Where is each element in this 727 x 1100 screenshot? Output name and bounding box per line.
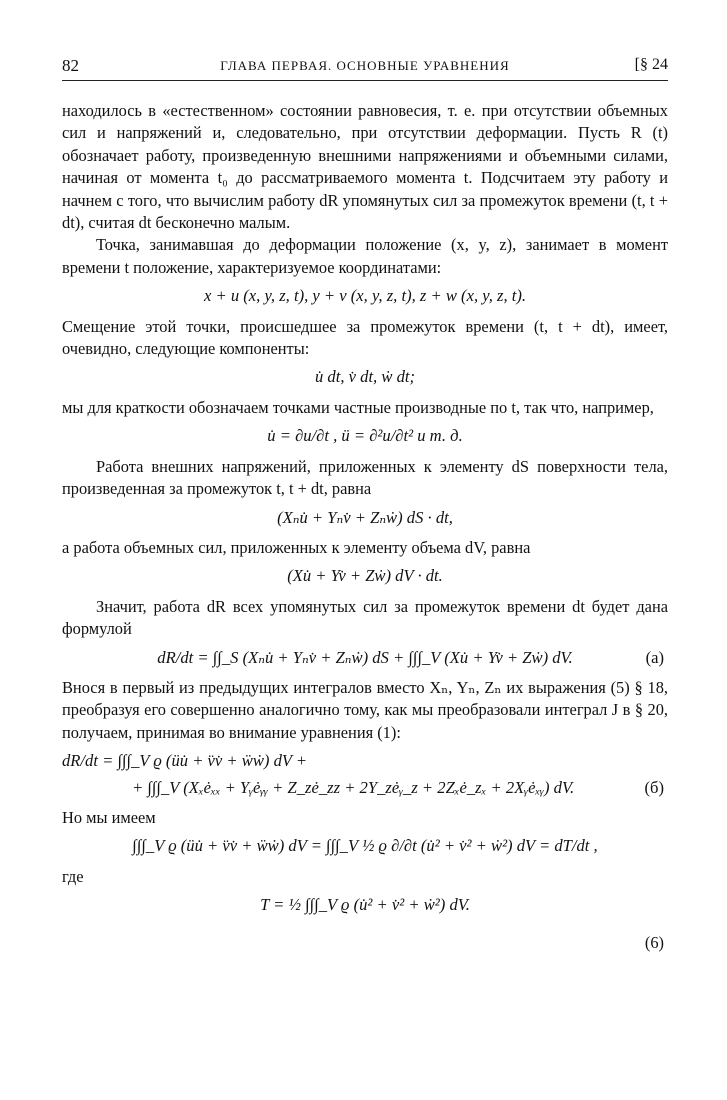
equation-b-line1: dR/dt = ∫∫∫_V ϱ (üu̇ + v̈v̇ + ẅẇ) dV +: [62, 751, 308, 771]
paragraph: Работа внешних напряжений, приложенных к элементу dS поверхности тела, произведенная за промежуток t, t + dt, равна: [62, 456, 668, 499]
paragraph: где: [62, 866, 84, 886]
paragraph: мы для краткости обозначаем точками частные производные по t, так что, например,: [62, 397, 654, 417]
equation-derivatives: u̇ = ∂u/∂t , ü = ∂²u/∂t² и т. д.: [267, 426, 463, 446]
equation-volume-work: (Xu̇ + Yv̇ + Zẇ) dV · dt.: [287, 566, 443, 586]
paragraph: Смещение этой точки, происшедшее за промежуток времени (t, t + dt), имеет, очевидно, следующие компоненты:: [62, 316, 668, 359]
chapter-title: ГЛАВА ПЕРВАЯ. ОСНОВНЫЕ УРАВНЕНИЯ: [220, 58, 510, 73]
equation-kinetic-derivative: ∫∫∫_V ϱ (üu̇ + v̈v̇ + ẅẇ) dV = ∫∫∫_V ½ ϱ ∂/∂t (u̇² + v̇² + ẇ²) dV = dT/dt ,: [132, 836, 598, 856]
equation-coordinates: x + u (x, y, z, t), y + v (x, y, z, t), z + w (x, y, z, t).: [203, 286, 527, 306]
page-number: 82: [62, 56, 79, 75]
equation-surface-work: (Xₙu̇ + Yₙv̇ + Zₙẇ) dS · dt,: [277, 507, 453, 527]
equation-tag-a: (а): [645, 647, 664, 667]
equation-components: u̇ dt, v̇ dt, ẇ dt;: [314, 367, 416, 387]
equation-a-body: dR/dt = ∫∫_S (Xₙu̇ + Yₙv̇ + Zₙẇ) dS + ∫∫∫_V (Xu̇ + Yv̇ + Zẇ) dV.: [157, 647, 573, 667]
equation-kinetic-energy-block: [62, 888, 668, 952]
equation-kinetic-energy: T = ½ ∫∫∫_V ϱ (u̇² + v̇² + ẇ²) dV.: [260, 895, 470, 915]
equation-tag-6: (6): [644, 932, 664, 952]
equation-b-line2-body: + ∫∫∫_V (Xₓėₓₓ + Yᵧėᵧᵧ + Z_zė_zz + 2Y_zėᵧ_z + 2Zₓė_zₓ + 2Xᵧėₓᵧ) dV.: [132, 777, 575, 797]
paragraph: Точка, занимавшая до деформации положение (x, y, z), занимает в момент времени t положение, характеризуемое координатами:: [62, 235, 668, 277]
paragraph: Внося в первый из предыдущих интегралов вместо Xₙ, Yₙ, Zₙ их выражения (5) § 18, преобразуя его совершенно аналогично тому, как мы преобразовали интеграл J в § 20, получаем, принимая во внимание уравнения (1):: [62, 677, 668, 742]
equation-a: [62, 647, 668, 669]
section-marker: [§ 24: [634, 56, 668, 73]
paragraph: Значит, работа dR всех упомянутых сил за промежуток времени dt будет дана формулой: [62, 596, 668, 639]
paragraph: Но мы имеем: [62, 807, 156, 827]
paragraph: находилось в «естественном» состоянии равновесия, т. е. при отсутствии объемных сил и напряжений и, следовательно, при отсутствии деформации. Пусть R (t) обозначает работу, произведенную внешними напряжениями и объемными силами, начиная от момента t₀ до рассматриваемого момента t. Подсчитаем эту работу и начнем с того, что вычислим работу dR упомянутых сил за промежуток времени (t, t + dt), считая dt бесконечно малым.: [62, 101, 668, 233]
paragraph: а работа объемных сил, приложенных к элементу объема dV, равна: [62, 537, 531, 557]
running-header: [62, 56, 668, 81]
equation-tag-b: (б): [644, 777, 664, 797]
equation-b-line2: [62, 777, 668, 799]
page-body: [62, 100, 668, 952]
